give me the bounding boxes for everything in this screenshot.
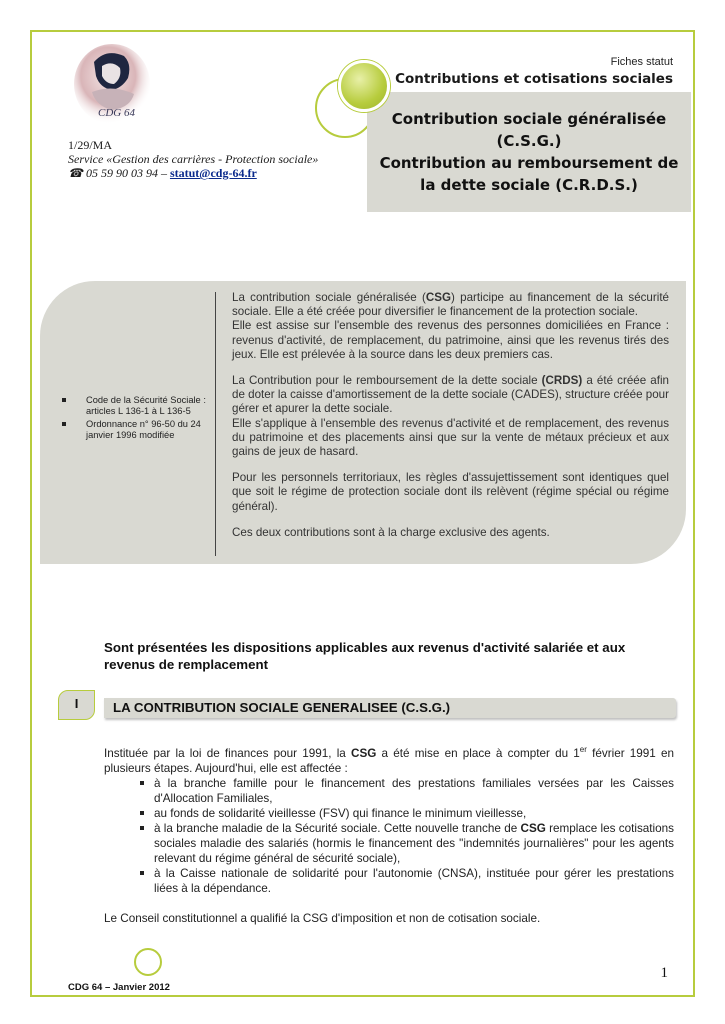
footer-label: CDG 64 – Janvier 2012 [68,982,170,993]
legal-reference-item: Ordonnance n° 96-50 du 24 janvier 1996 modifiée [60,419,212,441]
intro-divider [215,292,216,556]
title-box [367,92,691,212]
list-item: au fonds de solidarité vieillesse (FSV) qui finance le minimum vieillesse, [154,806,674,821]
category-label: Contributions et cotisations sociales [395,71,673,87]
list-item: à la Caisse nationale de solidarité pour l'autonomie (CNSA), instituée pour gérer les prestations liées à la dépendance. [154,866,674,895]
phone-number: 05 59 90 03 94 [85,166,158,180]
intro-paragraph: La contribution sociale généralisée (CSG) participe au financement de la sécurité sociale. Elle a été créée pour diversifier le financement de la protection sociale. [232,291,669,319]
page-number: 1 [660,965,668,981]
series-label: Fiches statut [610,56,673,68]
contact-line [68,166,318,180]
section-number: I [58,690,95,720]
title-line: Contribution au remboursement de [379,154,679,172]
intro-paragraph: Elle s'applique à l'ensemble des revenus d'activité et de remplacement, des revenus du patrimoine et des placements ainsi que sur la vente de métaux précieux et aux gains de jeux de hasard. [232,416,669,459]
reference-block [68,138,318,180]
intro-text [232,291,669,540]
list-item: à la branche maladie de la Sécurité sociale. Cette nouvelle tranche de CSG remplace les cotisations sociales maladie des salariés (hormis le financement des "indemnités journalières" pour les agents relevant du régime général de sécurité sociale), [154,821,674,865]
email-link[interactable]: statut@cdg-64.fr [169,166,257,180]
intro-paragraph: La Contribution pour le remboursement de la dette sociale (CRDS) a été créée afin de doter la caisse d'amortissement de la dette sociale (CADES), structure créée pour gérer et apurer la dette sociale. [232,374,669,416]
phone-icon: ☎ [68,166,83,180]
contact-separator: – [157,166,170,180]
title-line: (C.S.G.) [496,132,562,150]
section-title: LA CONTRIBUTION SOCIALE GENERALISEE (C.S.G.) [113,700,451,715]
decorative-green-circle [338,60,390,112]
list-item: à la branche famille pour le financement des prestations familiales versées par les Caisses d'Allocation Familiales, [154,776,674,805]
service-name: Service «Gestion des carrières - Protection sociale» [68,152,319,166]
body-paragraph: Instituée par la loi de finances pour 1991, la CSG a été mise en place à compter du 1er février 1991 en plusieurs étapes. Aujourd'hui, elle est affectée : [104,745,674,775]
logo-text: CDG 64 [98,107,135,119]
closing-statement: Le Conseil constitutionnel a qualifié la CSG d'imposition et non de cotisation sociale. [104,912,541,925]
decorative-circle-small [134,948,162,976]
section-body [104,742,674,896]
cdg64-logo [72,44,154,128]
legal-references [60,395,212,443]
section-subtitle: Sont présentées les dispositions applicables aux revenus d'activité salariée et aux revenus de remplacement [104,640,626,672]
legal-reference-item: Code de la Sécurité Sociale : articles L 136-1 à L 136-5 [60,395,212,417]
intro-paragraph: Pour les personnels territoriaux, les règles d'assujettissement sont identiques quel que soit le régime de protection sociale dont ils relèvent (régime spécial ou régime général). [232,471,669,513]
reference-code: 1/29/MA [68,138,113,152]
title-line: Contribution sociale généralisée [391,110,667,128]
intro-paragraph: Ces deux contributions sont à la charge exclusive des agents. [232,525,550,539]
intro-paragraph: Elle est assise sur l'ensemble des revenus des personnes domiciliées en France : revenus d'activité, de remplacement, du patrimoine, ainsi que les revenus tirés des jeux. Elle est prélevée à la source dans les deux premiers cas. [232,319,669,361]
title-line: la dette sociale (C.R.D.S.) [420,176,638,194]
allocation-list [104,776,674,896]
